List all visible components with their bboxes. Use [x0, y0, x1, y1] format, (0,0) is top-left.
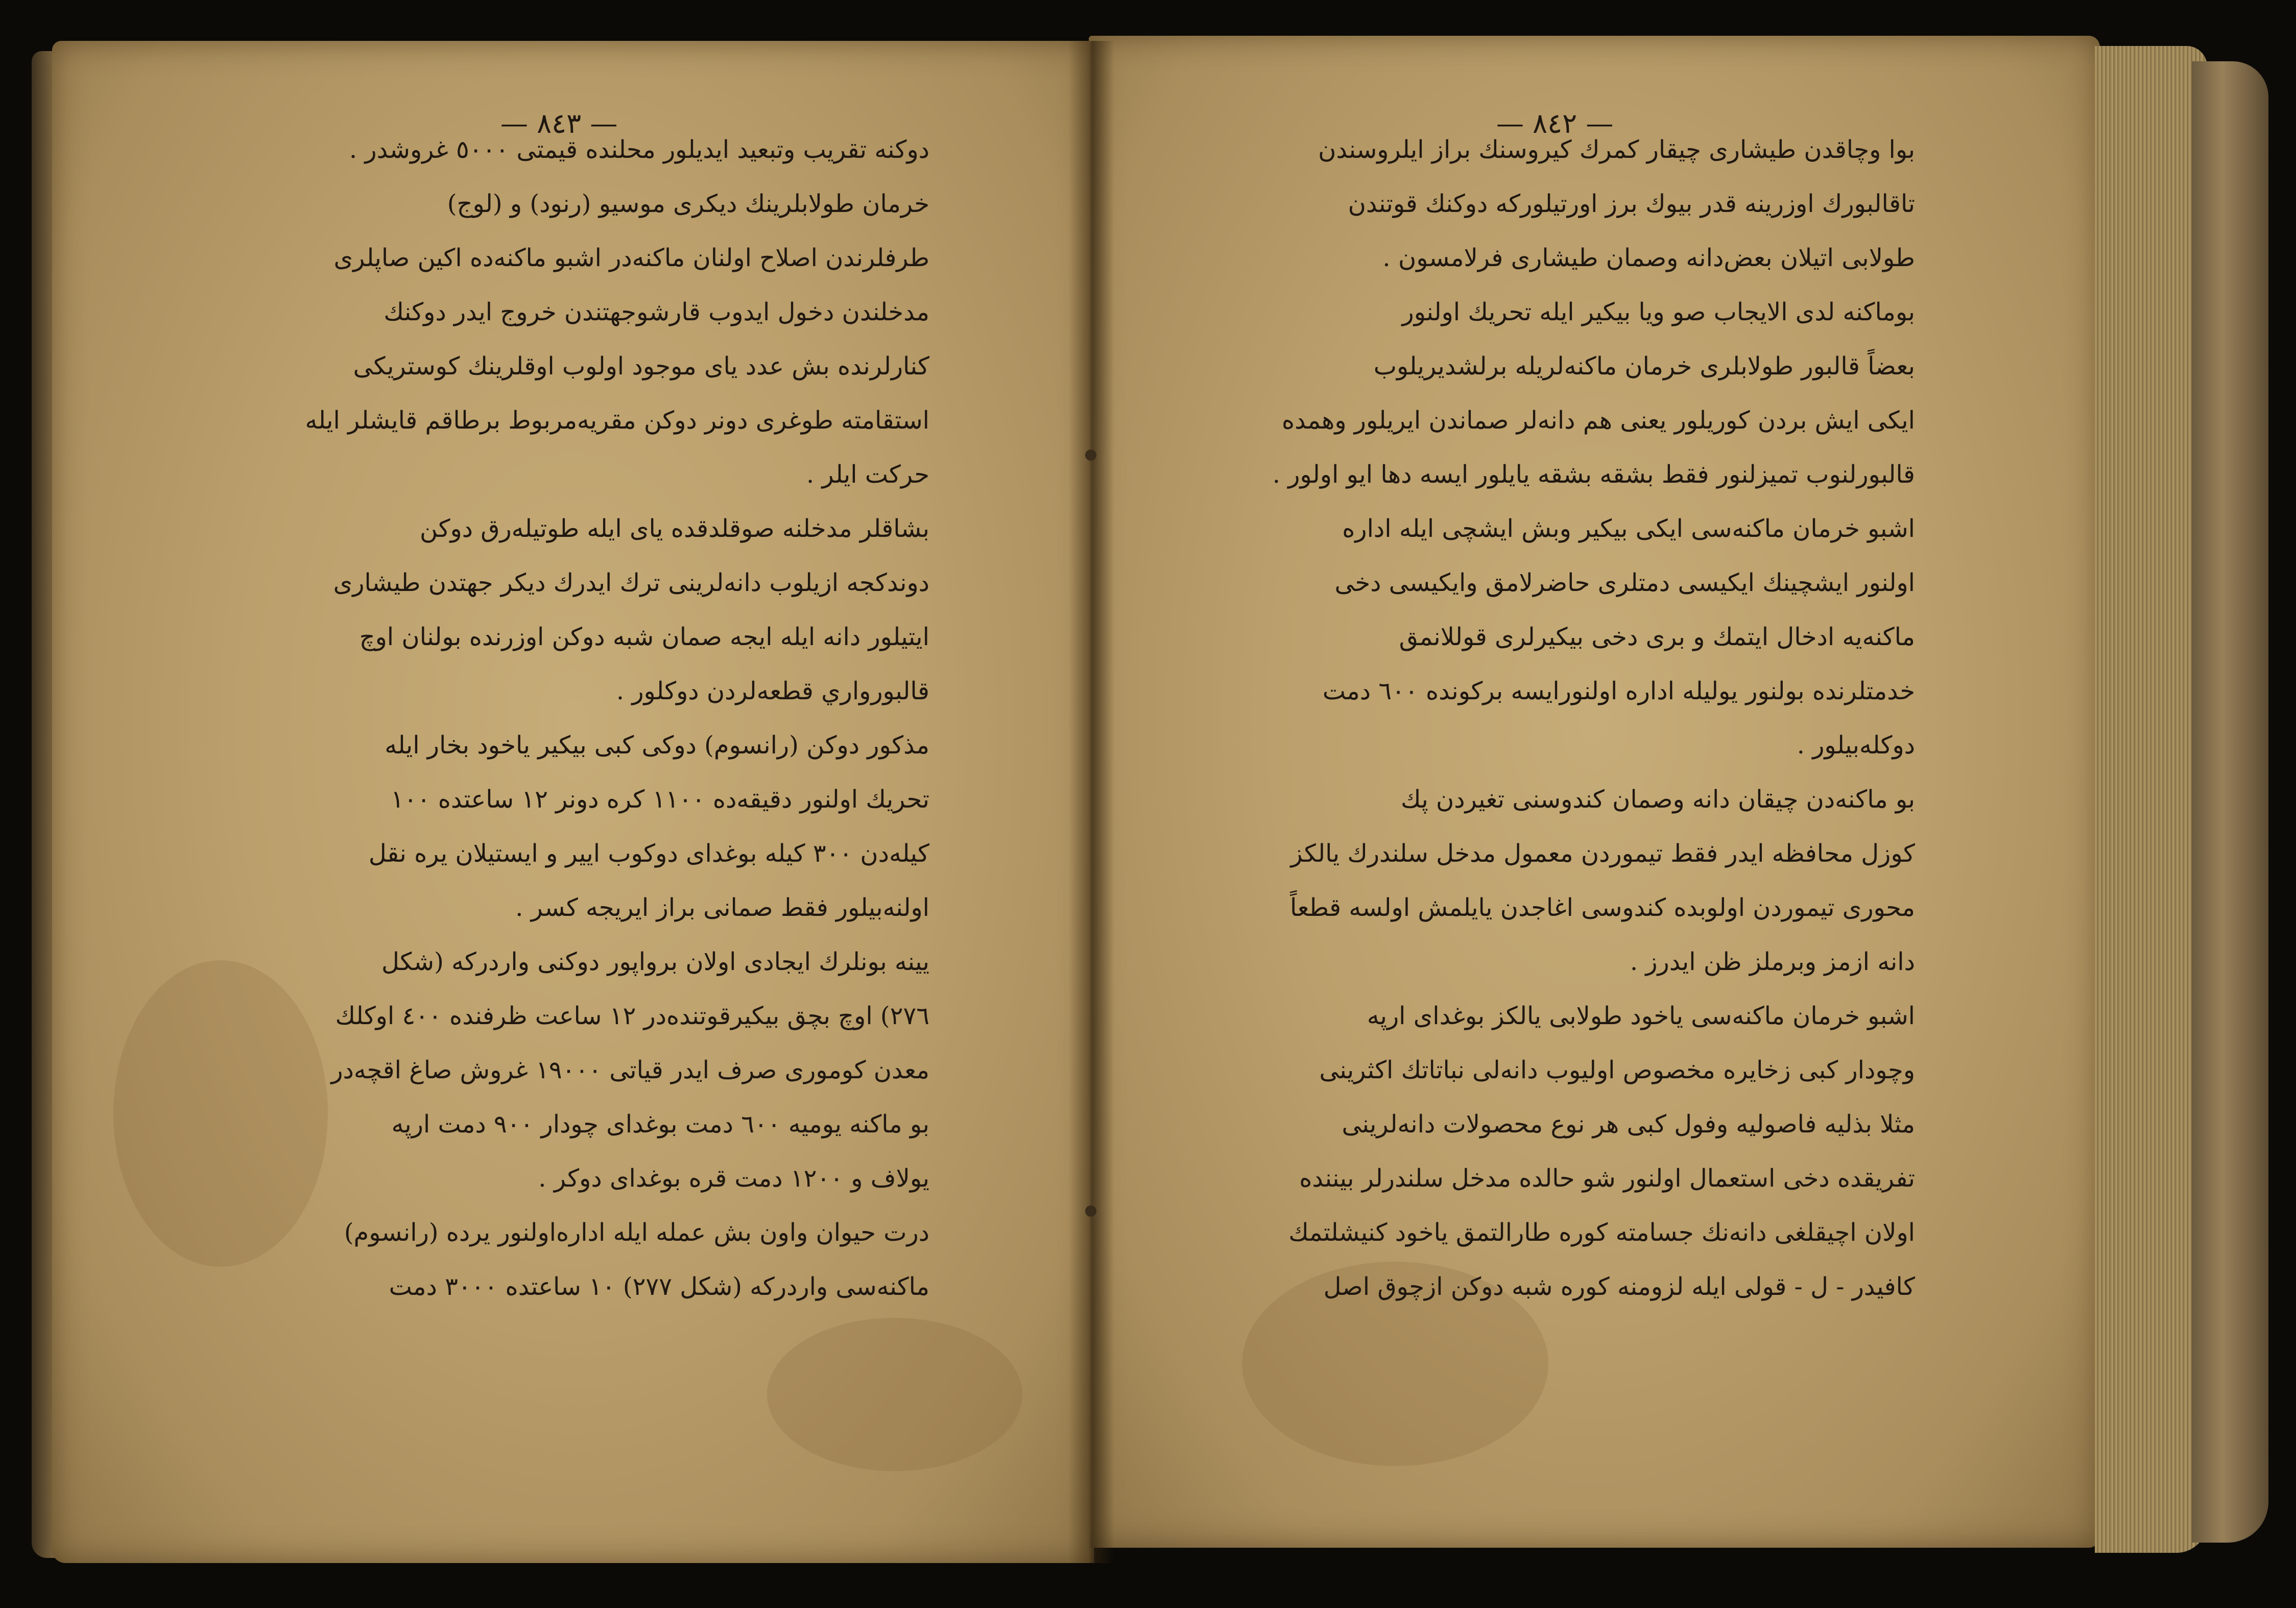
text-line: معدن كومورى صرف ايدر قياتى ١٩٠٠٠ غروش صاغ اقچه‌در [331, 1056, 929, 1084]
text-line: تحريك اولنور دقيقه‌ده ١١٠٠ كره دونر ١٢ ساعتده ١٠٠ [391, 785, 929, 814]
text-line: دوندكجه ازيلوب دانه‌لرينى ترك ايدرك ديكر جهتدن طيشارى [333, 569, 929, 597]
text-line: بو ماكنه يوميه ٦٠٠ دمت بوغداى چودار ٩٠٠ دمت ارپه [391, 1110, 929, 1139]
text-line: بو ماكنه‌دن چيقان دانه وصمان كندوسنى تغيردن پك [1400, 785, 1915, 814]
text-line: اشبو خرمان ماكنه‌سى ايكى بيكير وبش ايشچى ايله اداره [1342, 514, 1915, 543]
text-line: مذكور دوكن (رانسوم) دوكى كبى بيكير ياخود بخار ايله [385, 731, 929, 760]
text-line: كوزل محافظه ايدر فقط تيموردن معمول مدخل سلندرك يالكز [1290, 839, 1915, 868]
text-line: استقامته طوغرى دونر دوكن مقريه‌مربوط برطاقم قايشلر ايله [305, 406, 929, 435]
text-line: اولنور ايشچينك ايكيسى دمتلرى حاضرلامق وايكيسى دخى [1334, 569, 1915, 597]
text-line: كنارلرنده بش عدد ياى موجود اولوب اوقلرينك كوستريكى [353, 352, 929, 381]
binding-pin [1085, 450, 1096, 461]
right-cover-edge [2192, 61, 2268, 1543]
text-line: ٢٧٦) اوچ بچق بيكيرقوتنده‌در ١٢ ساعت ظرفنده ٤٠٠ اوكلك [335, 1002, 929, 1030]
text-line: بشاقلر مدخلنه صوقلدقده ياى ايله طوتيله‌رق دوكن [420, 514, 929, 543]
text-line: يينه بونلرك ايجادى اولان برواپور دوكنى واردركه (شكل [381, 948, 929, 976]
text-line: ماكنه‌سى واردركه (شكل ٢٧٧) ١٠ ساعتده ٣٠٠٠ دمت [389, 1272, 929, 1301]
page-stack-edge [2095, 46, 2207, 1553]
text-line: دوكله‌بيلور . [1797, 731, 1915, 760]
left-page-text [204, 123, 929, 1314]
paper-stain [767, 1318, 1022, 1471]
text-line: اولنه‌بيلور فقط صمانى براز ايريجه كسر . [515, 893, 929, 922]
book-gutter [1068, 41, 1114, 1563]
right-page-text [1190, 123, 1915, 1314]
text-line: مثلا بذليه فاصوليه وفول كبى هر نوع محصولات دانه‌لرينى [1342, 1110, 1915, 1139]
text-line: طرفلرندن اصلاح اولنان ماكنه‌در اشبو ماكنه‌ده اكين صاپلرى [333, 244, 929, 272]
text-line: خدمتلرنده بولنور يوليله اداره اولنورايسه بركونده ٦٠٠ دمت [1322, 677, 1915, 705]
text-line: وچودار كبى زخايره مخصوص اوليوب دانه‌لى نباتاتك اكثرينى [1319, 1056, 1915, 1084]
text-line: مدخلندن دخول ايدوب قارشوجهتندن خروج ايدر دوكنك [384, 298, 929, 326]
binding-pin [1085, 1205, 1096, 1217]
text-line: دوكنه تقريب وتبعيد ايديلور محلنده قيمتى ٥٠٠٠ غروشدر . [349, 135, 929, 164]
text-line: ايتيلور دانه ايله ايجه صمان شبه دوكن اوزرنده بولنان اوچ [359, 623, 929, 651]
text-line: ايكى ايش بردن كوريلور يعنى هم دانه‌لر صماندن ايريلور وهمده [1281, 406, 1915, 435]
text-line: كافيدر - ل - قولى ايله لزومنه كوره شبه دوكن ازچوق اصل [1323, 1272, 1915, 1301]
left-page-number: — ٨٤٣ — [500, 107, 618, 139]
text-line: بعضاً قالبور طولابلرى خرمان ماكنه‌لريله برلشديريلوب [1373, 352, 1915, 381]
text-line: تاقالبورك اوزرينه قدر بيوك برز اورتيلوركه دوكنك قوتندن [1348, 190, 1915, 218]
text-line: حركت ايلر . [806, 460, 929, 489]
text-line: قالبورلنوب تميزلنور فقط بشقه بشقه يايلور ايسه دها ايو اولور . [1272, 460, 1915, 489]
text-line: ماكنه‌يه ادخال ايتمك و برى دخى بيكيرلرى قوللانمق [1399, 623, 1915, 651]
text-line: دانه ازمز وبرملز ظن ايدرز . [1630, 948, 1915, 976]
text-line: محورى تيموردن اولوبده كندوسى اغاجدن يايلمش اولسه قطعاً [1290, 893, 1915, 922]
right-page-number: — ٨٤٢ — [1496, 107, 1614, 139]
text-line: بوا وچاقدن طيشارى چيقار كمرك كيروسنك براز ايلروسندن [1318, 135, 1915, 164]
text-line: يولاف و ١٢٠٠ دمت قره بوغداى دوكر . [538, 1164, 929, 1193]
text-line: بوماكنه لدى الايجاب صو ويا بيكير ايله تحريك اولنور [1402, 298, 1915, 326]
text-line: طولابى اتيلان بعض‌دانه وصمان طيشارى فرلامسون . [1382, 244, 1915, 272]
text-line: خرمان طولابلرينك ديكرى موسيو (رنود) و (لوج) [447, 190, 929, 218]
text-line: قالبورواري قطعه‌لردن دوكلور . [616, 677, 929, 705]
text-line: اولان اچيقلغى دانه‌نك جسامته كوره طارالتمق ياخود كنيشلتمك [1288, 1218, 1915, 1247]
text-line: اشبو خرمان ماكنه‌سى ياخود طولابى يالكز بوغداى ارپه [1367, 1002, 1915, 1030]
text-line: تفريقده دخى استعمال اولنور شو حالده مدخل سلندرلر بيننده [1299, 1164, 1915, 1193]
text-line: درت حيوان واون بش عمله ايله اداره‌اولنور يرده (رانسوم) [344, 1218, 929, 1247]
text-line: كيله‌دن ٣٠٠ كيله بوغداى دوكوب ايير و ايستيلان يره نقل [368, 839, 929, 868]
